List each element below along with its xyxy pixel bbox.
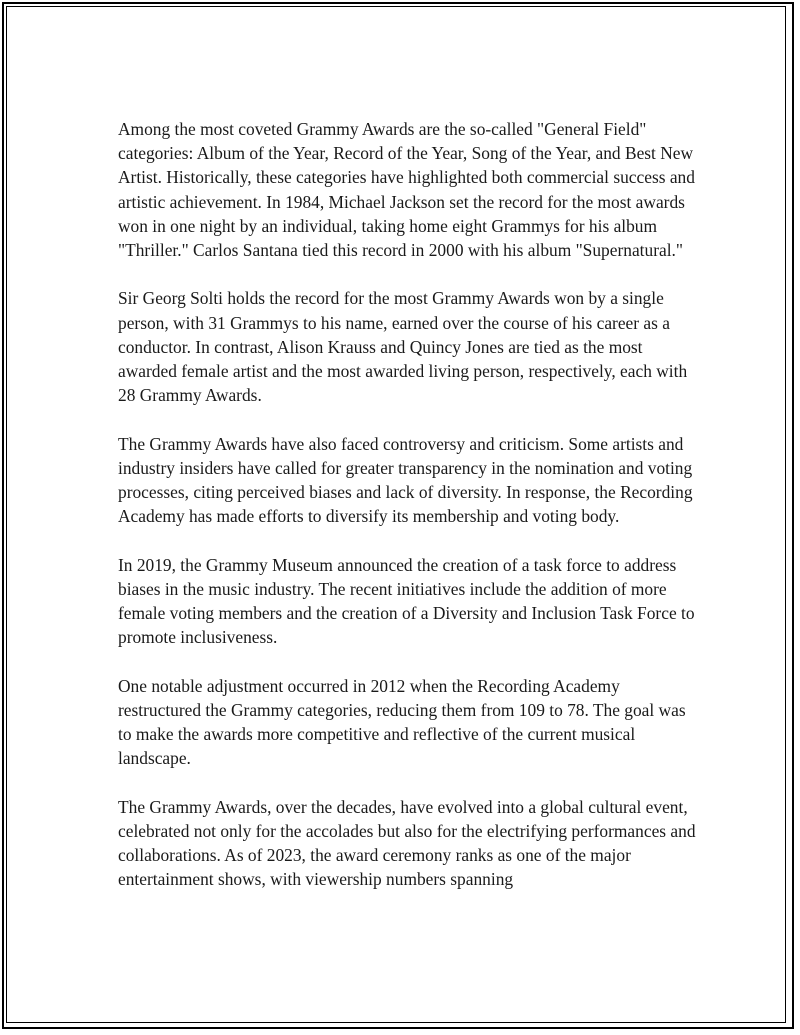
paragraph-controversy: The Grammy Awards have also faced controversy and criticism. Some artists and industry insiders have called for greater transparency in the nomination and voting processes, citing perceived biases and lack of diversity. In response, the Recording Academy has made efforts to diversify its membership and voting body.	[118, 433, 693, 527]
paragraph-task-force: In 2019, the Grammy Museum announced the creation of a task force to address biases in the music industry. The recent initiatives include the addition of more female voting members and the creation of a Diversity and Inclusion Task Force to promote inclusiveness.	[118, 554, 695, 648]
paragraph-category-restructure: One notable adjustment occurred in 2012 when the Recording Academy restructured the Grammy categories, reducing them from 109 to 78. The goal was to make the awards more competitive and reflective of the current musical landscape.	[118, 675, 686, 769]
document-body	[118, 117, 698, 916]
paragraph-global-event: The Grammy Awards, over the decades, have evolved into a global cultural event, celebrated not only for the accolades but also for the electrifying performances and collaborations. As of 2023, the award ceremony ranks as one of the major entertainment shows, with viewership numbers spanning	[118, 796, 696, 890]
paragraph-general-field: Among the most coveted Grammy Awards are the so-called "General Field" categories: Album of the Year, Record of the Year, Song of the Year, and Best New Artist. Historically, these categories have highlighted both commercial success and artistic achievement. In 1984, Michael Jackson set the record for the most awards won in one night by an individual, taking home eight Grammys for his album "Thriller." Carlos Santana tied this record in 2000 with his album "Supernatural."	[118, 119, 695, 261]
paragraph-solti-record: Sir Georg Solti holds the record for the most Grammy Awards won by a single person, with 31 Grammys to his name, earned over the course of his career as a conductor. In contrast, Alison Krauss and Quincy Jones are tied as the most awarded female artist and the most awarded living person, respectively, each with 28 Grammy Awards.	[118, 288, 688, 406]
